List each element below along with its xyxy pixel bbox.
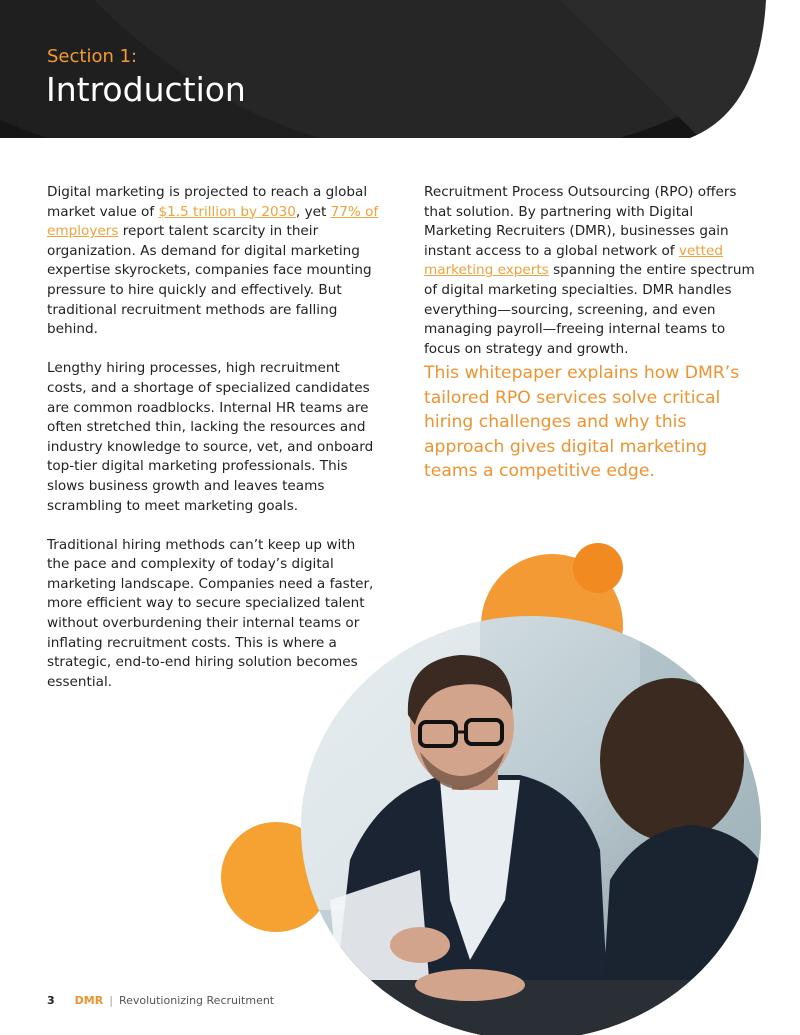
page-footer (47, 994, 274, 1007)
business-meeting-photo (300, 610, 770, 1035)
vetted-experts-link[interactable]: vetted marketing experts (424, 242, 723, 279)
employers-stat-link[interactable]: 77% of employers (47, 203, 379, 240)
orange-circle-small (573, 543, 623, 593)
traditional-hiring-paragraph: Traditional hiring methods can’t keep up with the pace and complexity of today’s digital marketing landscape. Companies need a faster, more efficient way to secure specialized talent without overburdening their internal teams or inflating recruitment costs. This is where a strategic, end-to-end hiring solution becomes essential. (47, 536, 374, 690)
footer-separator: | (109, 994, 113, 1007)
page-number: 3 (47, 994, 55, 1007)
market-value-link[interactable]: $1.5 trillion by 2030 (158, 203, 296, 220)
roadblocks-paragraph: Lengthy hiring processes, high recruitment costs, and a shortage of specialized candidates are common roadblocks. Internal HR teams are often stretched thin, lacking the resources and industry knowledge to source, vet, and onboard top-tier digital marketing professionals. This slows business growth and leaves teams scrambling to meet marketing goals. (47, 360, 374, 514)
rpo-text-a: Recruitment Process Outsourcing (RPO) offers that solution. By partnering with Digital Marketing Recruiters (DMR), businesses gain instant access to a global network of (424, 184, 737, 259)
section-label: Section 1: (47, 46, 138, 67)
intro-text-b: , yet (295, 203, 331, 220)
intro-text-a: Digital marketing is projected to reach a global market value of (47, 184, 368, 220)
intro-text-c: report talent scarcity in their organization. As demand for digital marketing expertise skyrockets, companies face mounting pressure to hire quickly and effectively. But traditional recruitment methods are falling behind. (47, 223, 372, 338)
page-title: Introduction (46, 70, 246, 109)
footer-doc-title: Revolutionizing Recruitment (118, 994, 275, 1007)
rpo-text-b: spanning the entire spectrum of digital marketing specialties. DMR handles everything—sourcing, screening, and even managing payroll—freeing internal teams to focus on strategy and growth. (424, 262, 755, 357)
footer-brand: DMR (74, 994, 104, 1007)
pull-quote: This whitepaper explains how DMR’s tailored RPO services solve critical hiring challenges and why this approach gives digital marketing teams a competitive edge. (424, 363, 740, 482)
